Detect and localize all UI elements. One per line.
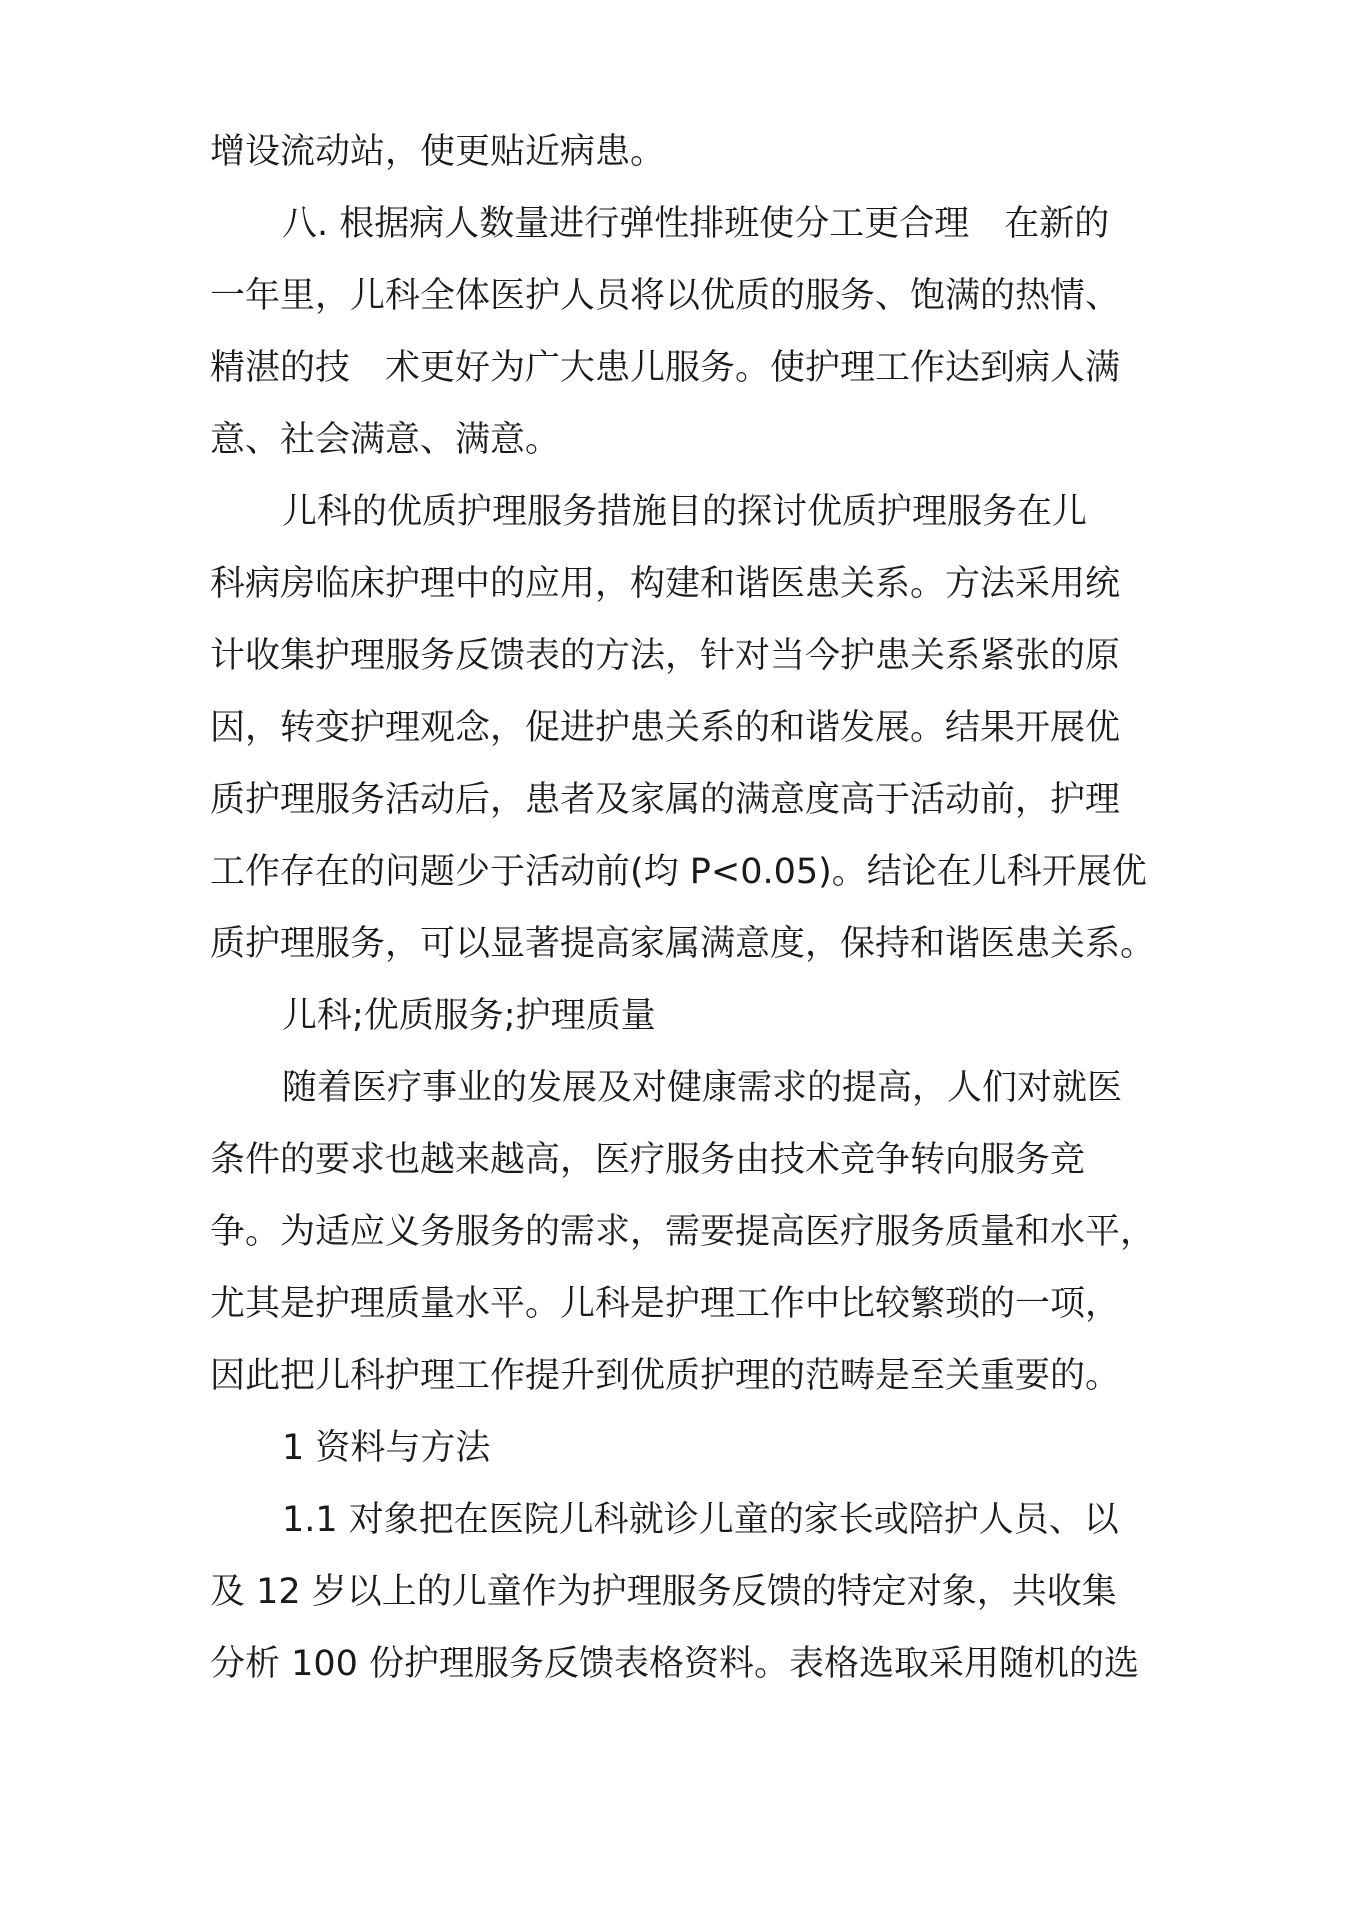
text-line: 1.1 对象把在医院儿科就诊儿童的家长或陪护人员、以 [282, 1500, 1119, 1540]
text-line: 及 12 岁以上的儿童作为护理服务反馈的特定对象，共收集 [210, 1572, 1117, 1612]
text-line: 因，转变护理观念，促进护患关系的和谐发展。结果开展优 [210, 708, 1121, 748]
text-line: 尤其是护理质量水平。儿科是护理工作中比较繁琐的一项， [210, 1284, 1121, 1324]
text-line: 随着医疗事业的发展及对健康需求的提高，人们对就医 [282, 1068, 1123, 1108]
text-line: 儿科;优质服务;护理质量 [282, 996, 656, 1036]
text-line: 1 资料与方法 [282, 1428, 491, 1468]
text-line: 科病房临床护理中的应用，构建和谐医患关系。方法采用统 [210, 564, 1121, 604]
text-line: 意、社会满意、满意。 [210, 420, 561, 460]
text-line: 计收集护理服务反馈表的方法，针对当今护患关系紧张的原 [210, 636, 1121, 676]
text-line: 质护理服务活动后，患者及家属的满意度高于活动前，护理 [210, 780, 1121, 820]
text-line: 争。为适应义务服务的需求，需要提高医疗服务质量和水平， [210, 1212, 1156, 1252]
text-line: 质护理服务，可以显著提高家属满意度，保持和谐医患关系。 [210, 924, 1156, 964]
text-line: 工作存在的问题少于活动前(均 P<0.05)。结论在儿科开展优 [210, 852, 1147, 892]
text-line: 因此把儿科护理工作提升到优质护理的范畴是至关重要的。 [210, 1356, 1121, 1396]
text-line: 条件的要求也越来越高，医疗服务由技术竞争转向服务竞 [210, 1140, 1086, 1180]
text-line: 增设流动站，使更贴近病患。 [210, 132, 666, 172]
text-line: 八. 根据病人数量进行弹性排班使分工更合理 在新的 [282, 204, 1110, 244]
text-line: 儿科的优质护理服务措施目的探讨优质护理服务在儿 [282, 492, 1088, 532]
text-line: 分析 100 份护理服务反馈表格资料。表格选取采用随机的选 [210, 1644, 1140, 1684]
text-line: 精湛的技 术更好为广大患儿服务。使护理工作达到病人满 [210, 348, 1121, 388]
text-line: 一年里，儿科全体医护人员将以优质的服务、饱满的热情、 [210, 276, 1121, 316]
